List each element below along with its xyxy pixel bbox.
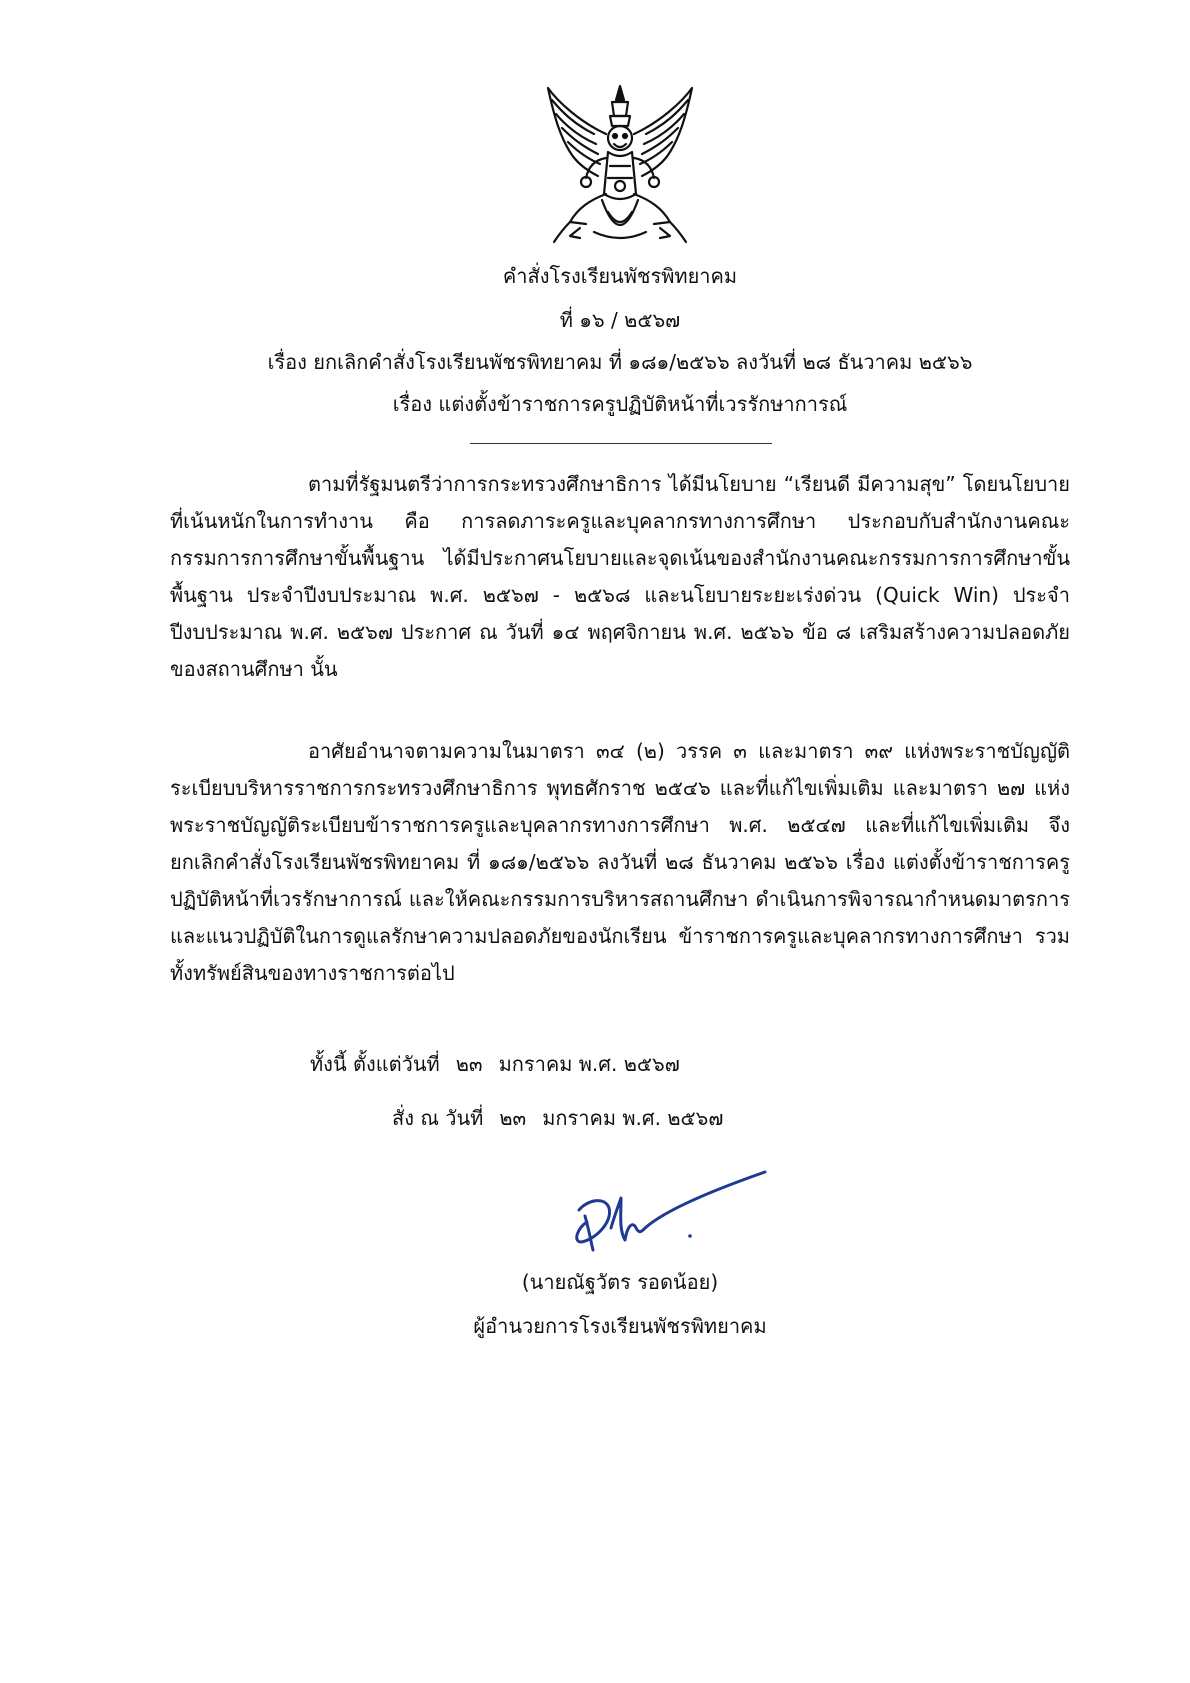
garuda-emblem-icon — [540, 82, 700, 252]
subject-line-2: เรื่อง แต่งตั้งข้าราชการครูปฏิบัติหน้าที่เวรรักษาการณ์ — [392, 392, 848, 416]
signature-image — [565, 1170, 785, 1260]
order-date-month-year: มกราคม พ.ศ. ๒๕๖๗ — [542, 1106, 724, 1130]
effective-date-line — [310, 1050, 680, 1078]
effective-date-day: ๒๓ — [455, 1052, 483, 1076]
body-paragraph-1: ตามที่รัฐมนตรีว่าการกระทรวงศึกษาธิการ ได้มีนโยบาย “เรียนดี มีความสุข” โดยนโยบายที่เน้นหนักในการทำงาน คือ การลดภาระครูและบุคลากรทางการศึกษา ประกอบกับสำนักงานคณะกรรมการการศึกษาขั้นพื้นฐาน ได้มีประกาศนโยบายและจุดเน้นของสำนักงานคณะกรรมการการศึกษาขั้นพื้นฐาน ประจำปีงบประมาณ พ.ศ. ๒๕๖๗ - ๒๕๖๘ และนโยบายระยะเร่งด่วน (Quick Win) ประจำปีงบประมาณ พ.ศ. ๒๕๖๗ ประกาศ ณ วันที่ ๑๔ พฤศจิกายน พ.ศ. ๒๕๖๖ ข้อ ๘ เสริมสร้างความปลอดภัยของสถานศึกษา นั้น — [170, 472, 1070, 681]
effective-date-month-year: มกราคม พ.ศ. ๒๕๖๗ — [498, 1052, 680, 1076]
body-paragraph-2: อาศัยอำนาจตามความในมาตรา ๓๔ (๒) วรรค ๓ และมาตรา ๓๙ แห่งพระราชบัญญัติระเบียบบริหารราชการกระทรวงศึกษาธิการ พุทธศักราช ๒๕๔๖ และที่แก้ไขเพิ่มเติม และมาตรา ๒๗ แห่งพระราชบัญญัติระเบียบข้าราชการครูและบุคลากรทางการศึกษา พ.ศ. ๒๕๔๗ และที่แก้ไขเพิ่มเติม จึงยกเลิกคำสั่งโรงเรียนพัชรพิทยาคม ที่ ๑๘๑/๒๕๖๖ ลงวันที่ ๒๘ ธันวาคม ๒๕๖๖ เรื่อง แต่งตั้งข้าราชการครูปฏิบัติหน้าที่เวรรักษาการณ์ และให้คณะกรรมการบริหารสถานศึกษา ดำเนินการพิจารณากำหนดมาตรการและแนวปฏิบัติในการดูแลรักษาความปลอดภัยของนักเรียน ข้าราชการครูและบุคลากรทางการศึกษา รวมทั้งทรัพย์สินของทางราชการต่อไป — [170, 739, 1070, 985]
order-date-day: ๒๓ — [499, 1106, 527, 1130]
order-date-prefix: สั่ง ณ วันที่ — [392, 1106, 484, 1130]
signer-name: (นายณัฐวัตร รอดน้อย) — [521, 1270, 719, 1294]
header-divider — [470, 443, 772, 444]
order-date-line — [392, 1104, 723, 1132]
subject-line-1: เรื่อง ยกเลิกคำสั่งโรงเรียนพัชรพิทยาคม ที่ ๑๘๑/๒๕๖๖ ลงวันที่ ๒๘ ธันวาคม ๒๕๖๖ — [267, 350, 973, 374]
effective-date-prefix: ทั้งนี้ ตั้งแต่วันที่ — [310, 1052, 440, 1076]
document-title: คำสั่งโรงเรียนพัชรพิทยาคม — [502, 264, 738, 288]
signer-position: ผู้อำนวยการโรงเรียนพัชรพิทยาคม — [473, 1314, 767, 1338]
document-number: ที่ ๑๖ / ๒๕๖๗ — [559, 308, 681, 332]
